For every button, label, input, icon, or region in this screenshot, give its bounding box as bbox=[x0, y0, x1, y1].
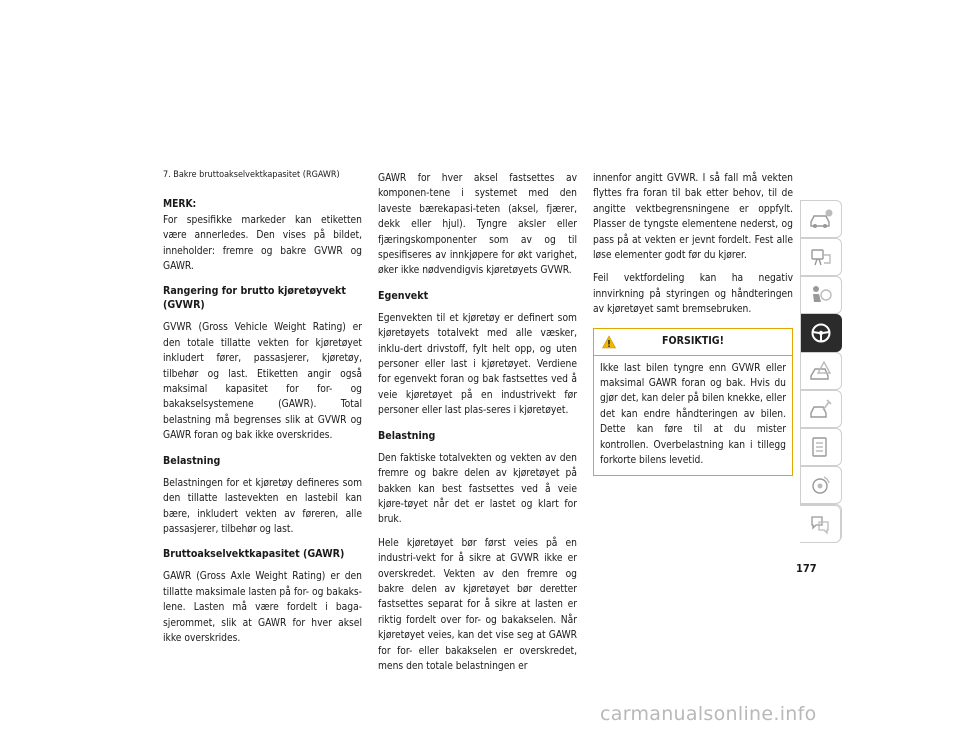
warning-triangle-icon bbox=[602, 335, 616, 349]
figure-caption: 7. Bakre bruttoakselvektkapasitet (RGAWR) bbox=[163, 170, 340, 180]
tab-dashboard-lights[interactable] bbox=[801, 238, 842, 276]
paragraph-egenvekt: Egenvekten til et kjøretøy er definert som kjøretøyets totalvekt med alle væsker, inklu-dert drivstoff, fylt helt opp, og uten personer eller last i kjøretøyet. Verdiene for egenvekt foran og bak fastsettes ved å veie kjøretøyet på en industrivekt før personer eller last plas-seres i kjøretøyet. bbox=[378, 312, 577, 417]
tab-service[interactable] bbox=[801, 390, 842, 428]
heading-egenvekt: Egenvekt bbox=[378, 289, 429, 302]
note-label: MERK: bbox=[163, 199, 197, 211]
paragraph-gawr: GAWR (Gross Axle Weight Rating) er den tillatte maksimale lasten på for- og bakaks-lene. Lasten må være fordelt i baga-sjerommet, slik at GAWR for hver aksel ikke overskrides. bbox=[163, 571, 362, 644]
chapter-tabs bbox=[800, 200, 843, 542]
watermark: carmanualsonline.info bbox=[600, 703, 817, 725]
tab-specifications[interactable] bbox=[801, 428, 842, 466]
languages-icon bbox=[807, 512, 833, 536]
paragraph-belastning-2: Hele kjøretøyet bør først veies på en industri-vekt for å sikre at GVWR ikke er overskredet. Vekten av den fremre og bakre delen av kjøretøyet bør deretter fastsettes separat for å sikre at lasten er riktig fordelt over for- og bakakselen. Når kjøretøyet veies, kan det vise seg at GAWR for for- eller bakakselen er overskredet, mens den totale belastningen er bbox=[378, 537, 577, 672]
paragraph-belastning-1: Den faktiske totalvekten og vekten av den fremre og bakre delen av kjøretøyet på bakken kan best fastsettes ved å veie kjøre-tøyet når det er lastet og klart for bruk. bbox=[378, 452, 577, 526]
heading-belastning: Belastning bbox=[163, 454, 221, 467]
heading-gvwr: Rangering for brutto kjøretøyvekt (GVWR) bbox=[163, 285, 346, 312]
steering-wheel-icon bbox=[808, 321, 834, 345]
dashboard-lights-icon bbox=[808, 245, 834, 269]
paragraph-continued: innenfor angitt GVWR. I så fall må vekten flyttes fra foran til bak etter behov, til de angitte vektbegrensningene er oppfylt. Plasser de tyngste elementene nederst, og pass på at vekten er jevnt fordelt. Fest alle løse elementer godt før du kjører. bbox=[593, 173, 793, 262]
right-column bbox=[593, 171, 793, 476]
paragraph-belastning: Belastningen for et kjøretøy defineres som den tillatte lastevekten en lastebil kan bære, inkludert vekten av føreren, alle passasjerer, tilbehør og last. bbox=[163, 477, 362, 535]
left-column bbox=[163, 168, 362, 654]
caution-header bbox=[594, 329, 792, 356]
caution-text: Ikke last bilen tyngre enn GVWR eller maksimal GAWR foran og bak. Hvis du gjør det, kan deler på bilen knekke, eller det kan endre håndteringen av bilen. Dette kan føre til at du mister kontrollen. Overbelastning kan i tillegg forkorte bilens levetid. bbox=[600, 362, 786, 467]
heading-belastning-2: Belastning bbox=[378, 429, 436, 442]
tab-car-info[interactable] bbox=[801, 200, 842, 238]
tab-multimedia[interactable] bbox=[801, 466, 842, 504]
note-text: For spesifikke markeder kan etiketten være annerledes. Den vises på bildet, inneholder: fremre og bakre GVWR og GAWR. bbox=[163, 214, 362, 273]
specifications-icon bbox=[808, 435, 834, 459]
safety-airbag-icon bbox=[808, 283, 834, 307]
paragraph-weight-distribution: Feil vektfordeling kan ha negativ innvirkning på styringen og håndteringen av kjøretøyet samt bremsebruken. bbox=[593, 273, 793, 316]
car-info-icon bbox=[808, 207, 834, 231]
tab-languages[interactable] bbox=[800, 505, 841, 543]
middle-column bbox=[378, 171, 577, 682]
page-number: 177 bbox=[796, 562, 817, 575]
tab-driving[interactable] bbox=[801, 314, 842, 352]
heading-gawr: Bruttoakselvektkapasitet (GAWR) bbox=[163, 548, 345, 561]
tab-safety[interactable] bbox=[801, 276, 842, 314]
service-tools-icon bbox=[808, 397, 834, 421]
multimedia-icon bbox=[808, 473, 834, 497]
caution-box bbox=[593, 328, 793, 476]
emergency-icon bbox=[808, 359, 834, 383]
caution-title: FORSIKTIG! bbox=[662, 334, 724, 347]
paragraph-gvwr: GVWR (Gross Vehicle Weight Rating) er den totale tillatte vekten for kjøretøyet inkludert fører, passasjerer, kjøretøy, tilbehør og last. Etiketten angir også maksimal kapasitet for for- og bakakselsystemene (GAWR). Total belastning må begrenses slik at GVWR og GAWR foran og bak ikke overskrides. bbox=[163, 322, 362, 442]
tab-emergency[interactable] bbox=[801, 352, 842, 390]
paragraph-gawr-continued: GAWR for hver aksel fastsettes av komponen-tene i systemet med den laveste bærekapasi-teten (aksel, fjærer, dekk eller hjul). Tyngre aksler eller fjæringskomponenter som av og til spesifiseres av innkjøpere for økt varighet, øker ikke nødvendigvis kjøretøyets GVWR. bbox=[378, 173, 577, 277]
